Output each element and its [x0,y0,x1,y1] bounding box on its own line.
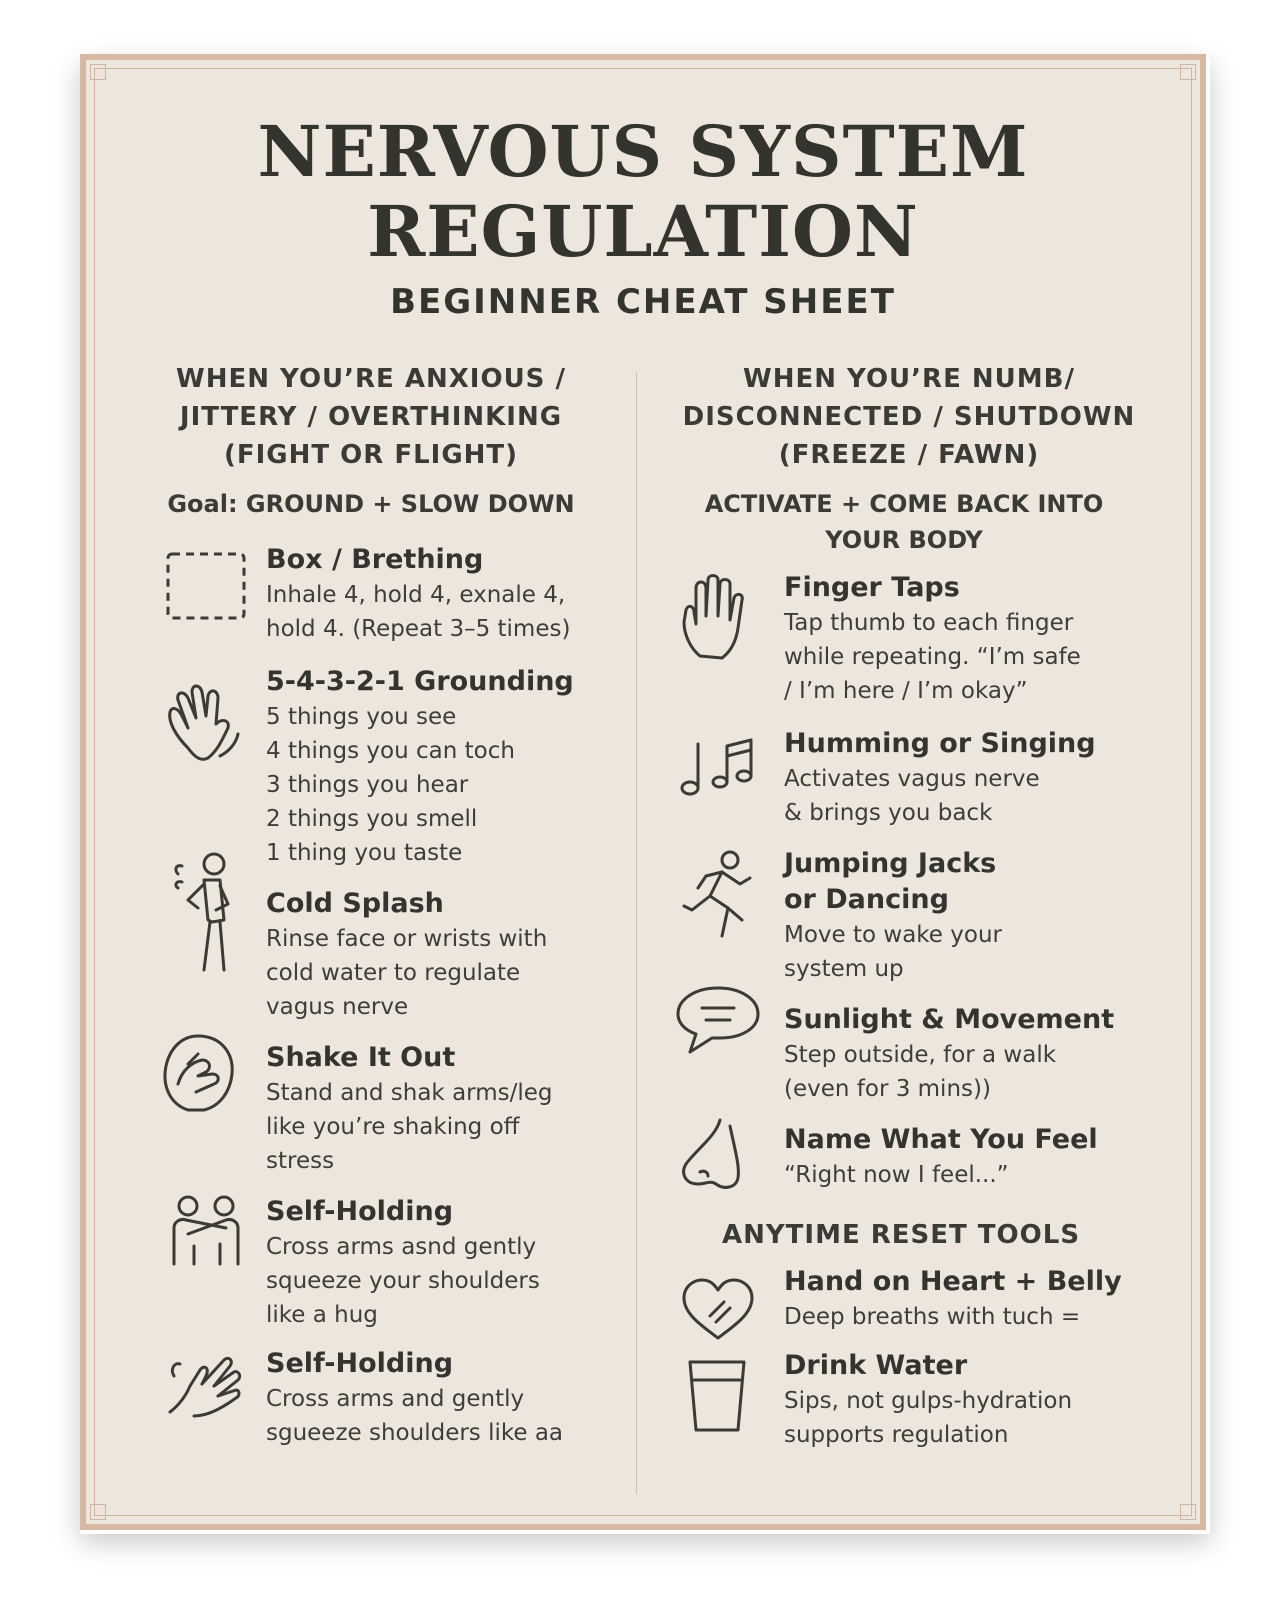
item-line: Tap thumb to each finger [784,610,1074,636]
people-hug-icon [164,1194,248,1268]
left-goal: Goal: GROUND + SLOW DOWN [167,490,575,518]
item-line: while repeating. “I’m safe [784,644,1081,670]
right-item-humming [784,726,1096,830]
item-line: vagus nerve [266,994,409,1020]
item-line: 1 thing you taste [266,840,463,866]
item-title: Drink Water [784,1350,968,1381]
item-title: Finger Taps [784,572,960,603]
nose-icon [676,1116,752,1194]
hands-holding-icon [164,1350,248,1424]
item-line: cold water to regulate [266,960,521,986]
item-line: stress [266,1148,335,1174]
right-item-name-feeling [784,1122,1098,1192]
left-column-heading [136,360,606,474]
left-item-box-breathing [266,542,570,646]
item-line: 3 things you hear [266,772,469,798]
frame-corner [1180,1504,1196,1520]
goal-line: ACTIVATE + COME BACK INTO [704,490,1104,518]
item-line: “Right now I feel...” [784,1162,1009,1188]
right-item-sunlight [784,1002,1114,1106]
left-item-self-holding [266,1194,540,1332]
frame-corner [1180,64,1196,80]
left-item-self-holding-2 [266,1346,563,1450]
goal-line: YOUR BODY [825,526,983,554]
person-splash-icon [168,850,248,980]
item-line: & brings you back [784,800,993,826]
face-hands-icon [158,1030,244,1116]
heading-line: (FREEZE / FAWN) [778,440,1040,470]
title-line-1: NERVOUS SYSTEM [257,110,1029,193]
anytime-item-hand-on-heart [784,1264,1122,1334]
item-line: sgueeze shoulders like aa [266,1420,564,1446]
item-line: (even for 3 mins)) [784,1076,991,1102]
heading-line: WHEN YOU’RE ANXIOUS / [176,364,566,394]
item-title: Jumping Jacks [784,848,997,879]
item-line: Inhale 4, hold 4, exnale 4, [266,582,566,608]
item-title: 5-4-3-2-1 Grounding [266,666,574,697]
item-title: Box / Brething [266,544,484,575]
item-line: squeeze your shoulders [266,1268,540,1294]
dashed-square-icon [164,550,248,622]
item-title: Humming or Singing [784,728,1096,759]
music-notes-icon [678,732,758,802]
right-item-finger-taps [784,570,1081,708]
item-line: Cross arms and gently [266,1386,525,1412]
left-item-grounding [266,664,574,870]
item-line: 4 things you can toch [266,738,515,764]
item-line: 5 things you see [266,704,457,730]
heading-line: DISCONNECTED / SHUTDOWN [682,402,1136,432]
item-line: like you’re shaking off [266,1114,520,1140]
item-line: like a hug [266,1302,378,1328]
item-title: Cold Splash [266,888,444,919]
column-divider [636,372,637,1494]
water-glass-icon [684,1356,750,1436]
item-line: Activates vagus nerve [784,766,1040,792]
item-line: supports regulation [784,1422,1009,1448]
item-line: Cross arms asnd gently [266,1234,537,1260]
frame-corner [90,1504,106,1520]
item-line: Deep breaths with tuch = [784,1304,1081,1330]
item-title: Hand on Heart + Belly [784,1266,1122,1297]
right-item-jumping-jacks [784,846,1002,986]
heading-line: WHEN YOU’RE NUMB/ [743,364,1075,394]
left-item-cold-splash [266,886,547,1024]
item-line: Sips, not gulps-hydration [784,1388,1073,1414]
item-line: hold 4. (Repeat 3–5 times) [266,616,571,642]
anytime-heading: ANYTIME RESET TOOLS [721,1220,1081,1250]
title-line-2: REGULATION [367,190,919,273]
item-title: Self-Holding [266,1348,454,1379]
heading-line: (FIGHT OR FLIGHT) [223,440,519,470]
item-line: Stand and shak arms/leg [266,1080,553,1106]
item-title: Sunlight & Movement [784,1004,1115,1035]
item-line: / I’m here / I’m okay” [784,678,1028,704]
right-column-heading [664,360,1154,474]
heading-line: JITTERY / OVERTHINKING [179,402,563,432]
item-title-2: or Dancing [784,884,949,915]
left-item-shake-it-out [266,1040,553,1178]
anytime-item-drink-water [784,1348,1072,1452]
hand-wave-icon [158,678,250,770]
item-line: 2 things you smell [266,806,478,832]
item-line: Rinse face or wrists with [266,926,548,952]
item-title: Name What You Feel [784,1124,1098,1155]
item-title: Self-Holding [266,1196,454,1227]
frame-corner [90,64,106,80]
item-line: system up [784,956,904,982]
speech-bubble-icon [672,982,764,1056]
raised-hand-icon [678,572,754,664]
running-person-icon [678,850,758,942]
heart-icon [680,1276,756,1342]
item-line: Step outside, for a walk [784,1042,1057,1068]
cheat-sheet-poster [80,54,1206,1530]
right-goal [674,486,1134,558]
item-line: Move to wake your [784,922,1002,948]
item-title: Shake It Out [266,1042,456,1073]
subtitle: BEGINNER CHEAT SHEET [390,282,896,322]
